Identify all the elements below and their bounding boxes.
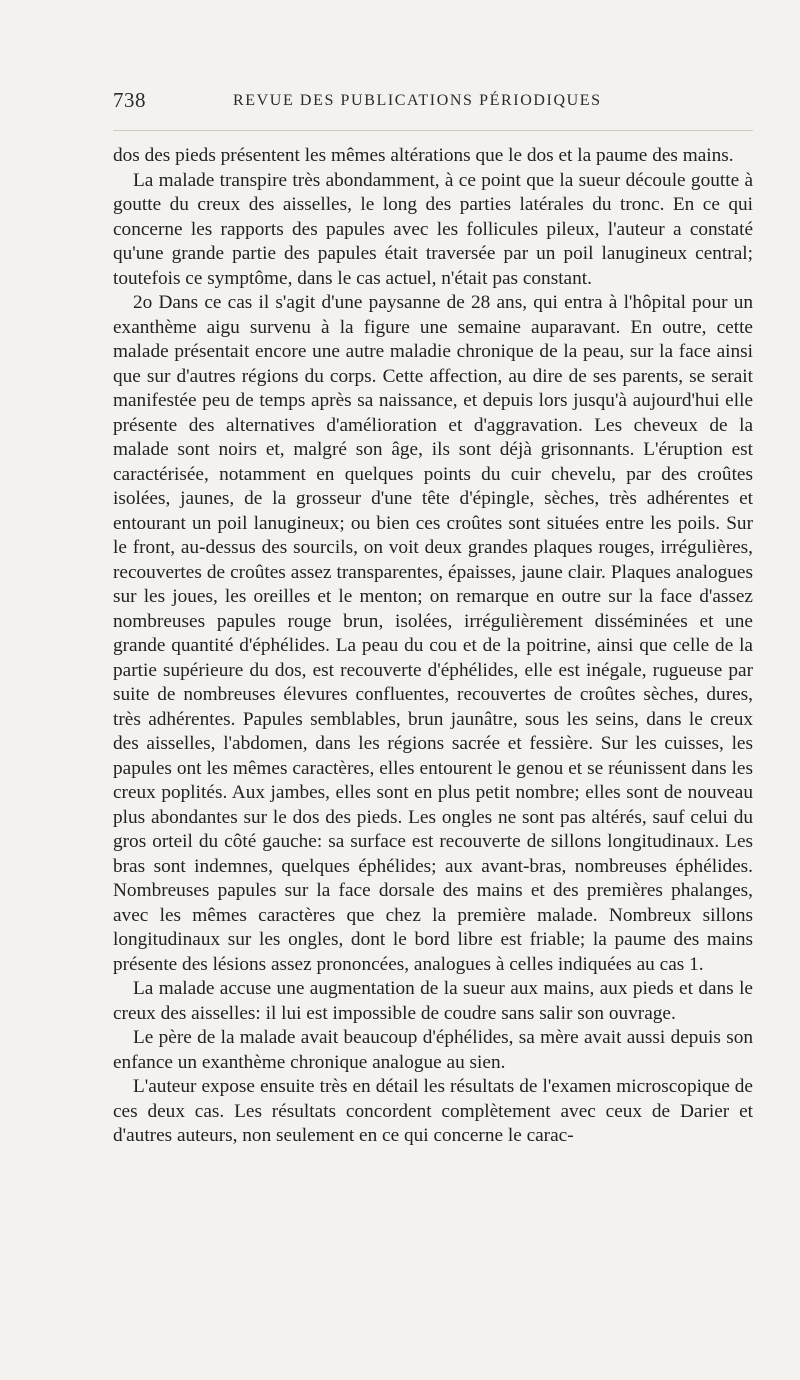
paragraph: L'auteur expose ensuite très en détail les résultats de l'examen microscopique de ces deux cas. Les résultats concordent complètement avec ceux de Darier et d'autres auteurs, non seulement en ce qui concerne le carac- [113,1076,753,1146]
page-header [113,86,753,116]
page-number: 738 [113,88,146,112]
paragraph: 2o Dans ce cas il s'agit d'une paysanne de 28 ans, qui entra à l'hôpital pour un exanthème aigu survenu à la figure une semaine auparavant. En outre, cette malade présentait encore une autre maladie chronique de la peau, sur la face ainsi que sur d'autres régions du corps. Cette affection, au dire de ses parents, se serait manifestée peu de temps après sa naissance, et depuis lors jusqu'à aujourd'hui elle présente des alternatives d'amélioration et d'aggravation. Les cheveux de la malade sont noirs et, malgré son âge, ils sont déjà grisonnants. L'éruption est caractérisée, notamment en quelques points du cuir chevelu, par des croûtes isolées, jaunes, de la grosseur d'une tête d'épingle, sèches, très adhérentes et entourant un poil lanugineux; ou bien ces croûtes sont situées entre les poils. Sur le front, au-dessus des sourcils, on voit deux grandes plaques rouges, irrégulières, recouvertes de croûtes assez transparentes, épaisses, jaune clair. Plaques analogues sur les joues, les oreilles et le menton; on remarque en outre sur la face d'assez nombreuses papules rouge brun, isolées, irrégulièrement disséminées et une grande quantité d'éphélides. La peau du cou et de la poitrine, ainsi que celle de la partie supérieure du dos, est recouverte d'éphélides, elle est inégale, rugueuse par suite de nombreuses élevures confluentes, recouvertes de croûtes sèches, dures, très adhérentes. Papules semblables, brun jaunâtre, sous les seins, dans le creux des aisselles, l'abdomen, dans les régions sacrée et fessière. Sur les cuisses, les papules ont les mêmes caractères, elles entourent le genou et se réunissent dans les creux poplités. Aux jambes, elles sont en plus petit nombre; elles sont de nouveau plus abondantes sur le dos des pieds. Les ongles ne sont pas altérés, sauf celui du gros orteil du côté gauche: sa surface est recouverte de sillons longitudinaux. Les bras sont indemnes, quelques éphélides; aux avant-bras, nombreuses éphélides. Nombreuses papules sur la face dorsale des mains et des premières phalanges, avec les mêmes caractères que chez la première malade. Nombreux sillons longitudinaux sur les ongles, dont le bord libre est friable; la paume des mains présente des lésions assez prononcées, analogues à celles indiquées au cas 1. [113,292,753,975]
paragraph: Le père de la malade avait beaucoup d'éphélides, sa mère avait aussi depuis son enfance un exanthème chronique analogue au sien. [113,1027,753,1073]
paragraph: La malade transpire très abondamment, à ce point que la sueur découle goutte à goutte du creux des aisselles, le long des parties latérales du tronc. En ce qui concerne les rapports des papules avec les follicules pileux, l'auteur a constaté qu'une grande partie des papules était traversée par un poil lanugineux central; toutefois ce symptôme, dans le cas actuel, n'était pas constant. [113,169,753,289]
paragraph: dos des pieds présentent les mêmes altérations que le dos et la paume des mains. [113,145,734,166]
header-rule [113,130,753,131]
body-text [113,144,753,1149]
paragraph: La malade accuse une augmentation de la sueur aux mains, aux pieds et dans le creux des aisselles: il lui est impossible de coudre sans salir son ouvrage. [113,978,753,1024]
running-title: REVUE DES PUBLICATIONS PÉRIODIQUES [233,92,602,109]
